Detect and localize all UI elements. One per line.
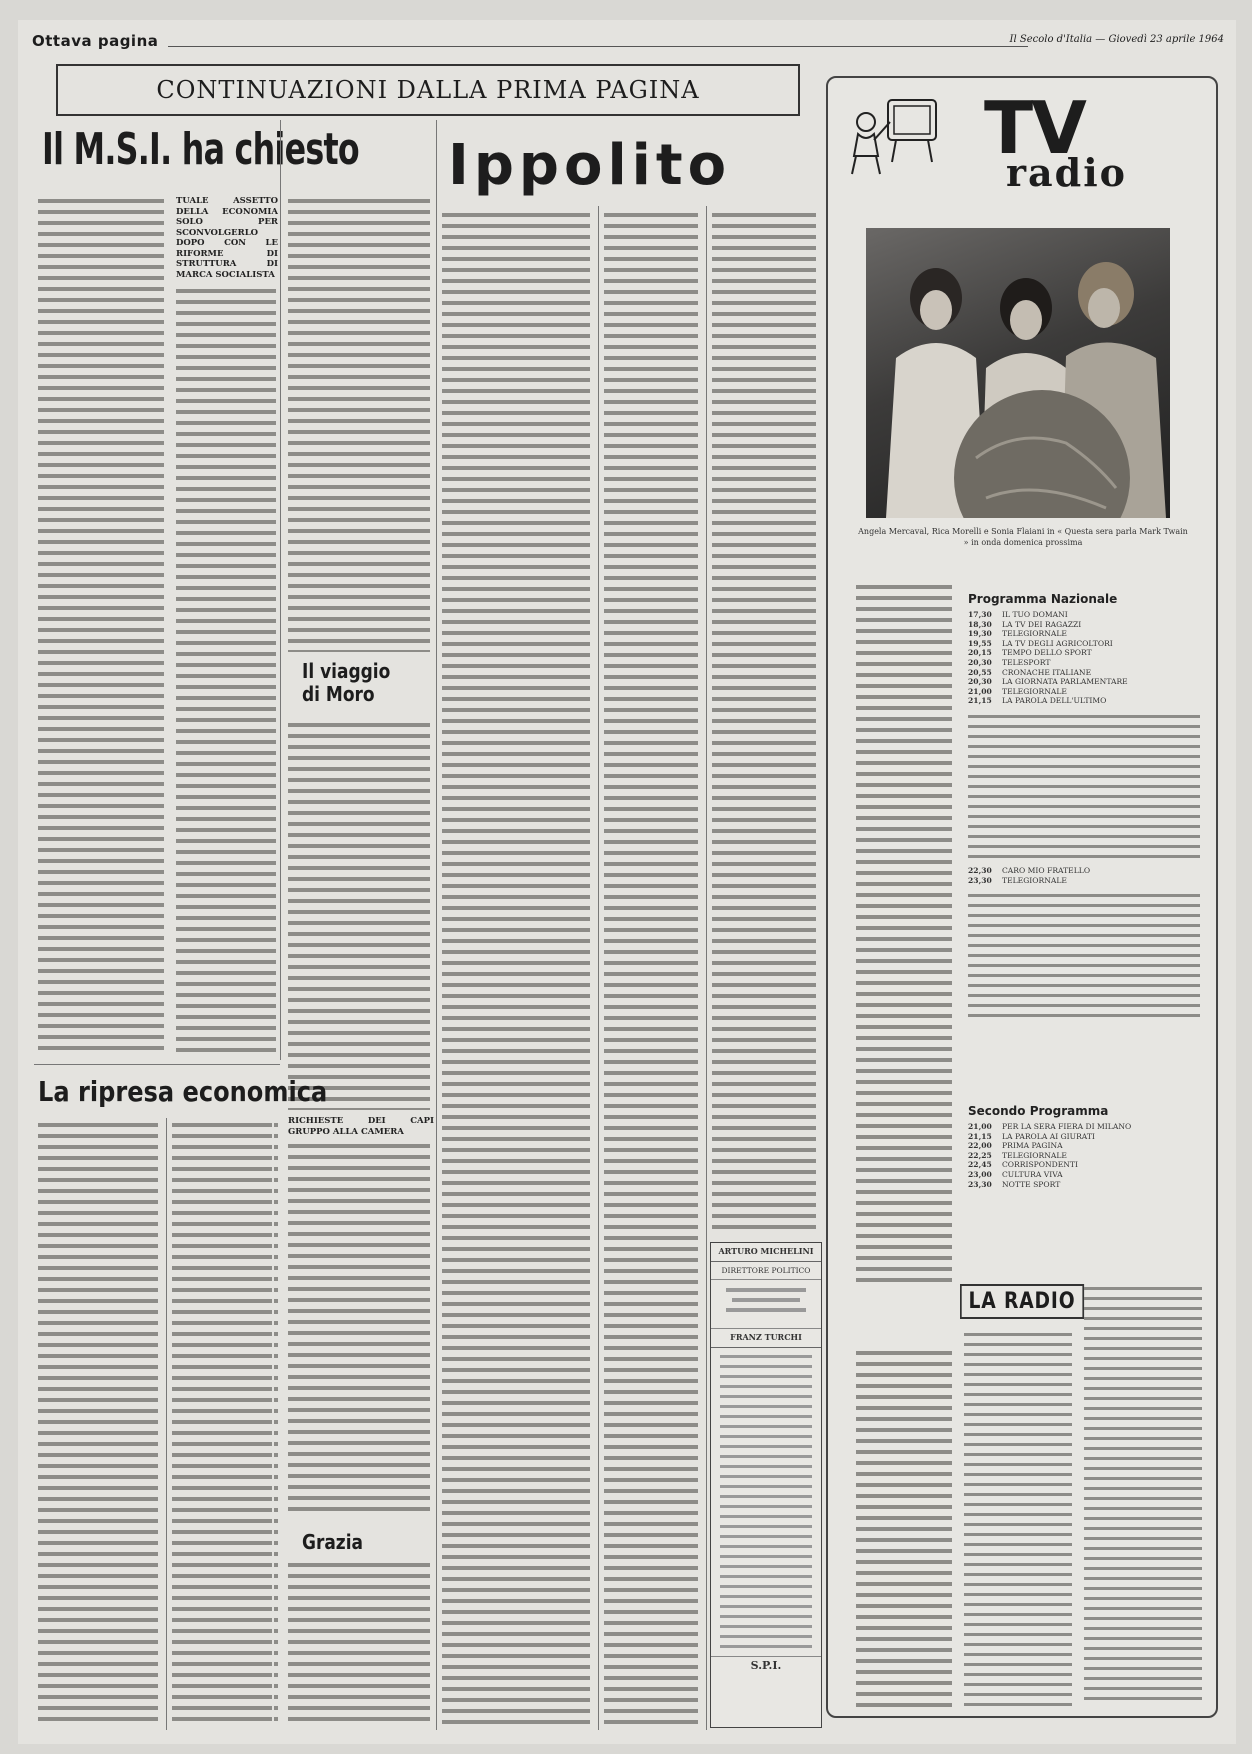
msi-subhead: TUALE ASSETTO DELLA ECONOMIA SOLO PER SCONVOLGERLO DOPO CON LE RIFORME DI STRUTTURA DI MARCA SOCIALISTA [176,196,278,280]
section-label: Ottava pagina [32,32,159,50]
program-time: 23,30 [968,875,992,885]
secondo-programma [968,1104,1204,1189]
text-lines [288,720,434,1110]
header-rule [168,46,1028,47]
radio-title: radio [1006,150,1127,195]
program-name: CORRISPONDENTI [1002,1160,1078,1170]
msi-column-2 [176,196,278,1056]
program-name: IL TUO DOMANI [1002,610,1068,619]
tv-notes-column [856,582,956,1282]
radio-column-2 [1084,1284,1206,1706]
photo-caption: Angela Mercaval, Rica Morelli e Sonia Flaiani in « Questa sera parla Mark Twain » in onda domenica prossima [858,527,1188,547]
ippolito-column-1 [442,210,594,1726]
viaggio-column [288,720,434,1110]
msi-column-1 [38,196,168,1056]
program-row [968,1132,1204,1142]
program-name: PER LA SERA FIERA DI MILANO [1002,1122,1132,1131]
program-time: 20,30 [968,657,992,667]
headline-viaggio [302,660,390,706]
secondo-programma-title: Secondo Programma [968,1104,1109,1118]
program-photo [866,228,1170,518]
capigruppo-subhead: RICHIESTE DEI CAPI GRUPPO ALLA CAMERA [288,1116,434,1137]
program-name: PRIMA PAGINA [1002,1141,1063,1151]
program-time: 21,15 [968,1131,992,1141]
director-role: DIRETTORE POLITICO [711,1262,821,1281]
programma-nazionale-list [968,610,1204,706]
ripresa-column-2 [172,1120,278,1726]
column-rule [706,206,707,1730]
program-row [968,648,1204,658]
column-rule [280,120,281,1060]
program-time: 22,45 [968,1160,992,1170]
program-name: NOTTE SPORT [1002,1179,1061,1189]
program-row [968,658,1204,668]
ippolito-column-2 [604,210,702,1726]
program-time: 22,30 [968,865,992,875]
program-row [968,620,1204,630]
colophon-block [711,1280,821,1329]
program-row [968,876,1204,886]
text-lines [38,1120,162,1726]
colophon-box [710,1242,822,1728]
radio-column-1 [964,1330,1076,1706]
tv-set-drawing [844,92,944,182]
text-lines [968,891,1204,1021]
program-name: LA TV DEGLI AGRICOLTORI [1002,638,1113,648]
program-name: LA PAROLA DELL'ULTIMO [1002,696,1107,706]
program-name: CULTURA VIVA [1002,1169,1063,1179]
text-lines [968,712,1204,862]
program-name: TELEGIORNALE [1002,1150,1067,1160]
program-name: LA PAROLA AI GIURATI [1002,1131,1095,1141]
programma-nazionale [968,592,1204,1025]
program-name: TELEGIORNALE [1002,629,1067,639]
program-time: 17,30 [968,610,992,619]
program-row [968,677,1204,687]
program-time: 22,25 [968,1150,992,1160]
text-lines [172,1120,278,1726]
program-row [968,687,1204,697]
program-time: 22,00 [968,1141,992,1151]
program-time: 20,15 [968,648,992,658]
program-row [968,1180,1204,1190]
program-row [968,866,1204,876]
program-name: TEMPO DELLO SPORT [1002,648,1092,658]
program-name: LA TV DEI RAGAZZI [1002,619,1082,629]
continuation-banner: CONTINUAZIONI DALLA PRIMA PAGINA [56,64,800,116]
program-name: TELEGIORNALE [1002,686,1067,696]
la-radio-label: LA RADIO [960,1284,1084,1319]
text-lines [856,1348,956,1708]
franz-turchi: FRANZ TURCHI [711,1329,821,1348]
tv-radio-panel [826,76,1218,1718]
program-row [968,668,1204,678]
program-name: CRONACHE ITALIANE [1002,667,1092,677]
secondo-programma-list [968,1122,1204,1189]
text-lines [604,210,702,1726]
text-lines [1084,1284,1206,1706]
text-lines [964,1330,1076,1706]
program-time: 19,55 [968,638,992,648]
program-time: 20,30 [968,677,992,687]
grazia-column [288,1560,434,1726]
program-row [968,1141,1204,1151]
program-time: 23,00 [968,1169,992,1179]
text-lines [176,286,278,1056]
headline-ippolito: Ippolito [448,133,732,198]
program-row [968,1170,1204,1180]
programma-nazionale-title: Programma Nazionale [968,592,1118,606]
program-name: CARO MIO FRATELLO [1002,865,1091,875]
text-lines [288,1560,434,1726]
program-time: 20,55 [968,667,992,677]
capigruppo-column [288,1116,434,1516]
program-time: 19,30 [968,629,992,639]
tv-title: TV [984,86,1085,170]
headline-ripresa: La ripresa economica [38,1075,328,1108]
text-lines [288,196,434,652]
text-lines [856,582,956,1282]
program-name: TELEGIORNALE [1002,875,1067,885]
director-name: ARTURO MICHELINI [711,1243,821,1262]
headline-viaggio-line1: Il viaggio [302,659,391,683]
program-row [968,1151,1204,1161]
text-lines [288,1141,434,1511]
colophon-details [711,1348,821,1657]
program-row [968,1160,1204,1170]
program-time: 21,00 [968,1122,992,1131]
text-lines [716,1284,816,1320]
program-time: 18,30 [968,619,992,629]
column-rule [166,1118,167,1730]
ippolito-column-3 [712,210,820,1230]
program-row [968,610,1204,620]
tv-notes-column-2 [856,1348,956,1708]
text-lines [716,1352,816,1648]
program-time: 21,15 [968,696,992,706]
program-row [968,629,1204,639]
text-lines [38,196,168,1056]
headline-grazia: Grazia [302,1530,364,1554]
column-rule [436,120,437,1730]
paper-date: Il Secolo d'Italia — Giovedì 23 aprile 1964 [1009,34,1224,45]
program-name: LA GIORNATA PARLAMENTARE [1002,677,1128,687]
program-row [968,1122,1204,1132]
msi-column-3 [288,196,434,652]
section-rule [34,1064,280,1065]
programma-nazionale-late [968,866,1204,885]
program-row [968,639,1204,649]
headline-msi: Il M.S.I. ha chiesto [42,124,359,175]
ripresa-column-1 [38,1120,162,1726]
text-lines [712,210,820,1230]
column-rule [598,206,599,1730]
program-time: 23,30 [968,1179,992,1189]
spi-label: S.P.I. [750,1658,782,1672]
program-row [968,696,1204,706]
newspaper-page [18,20,1236,1744]
photo-figures [866,228,1170,518]
headline-viaggio-line2: di Moro [302,682,375,706]
text-lines [442,210,594,1726]
program-time: 21,00 [968,686,992,696]
program-name: TELESPORT [1002,657,1051,667]
